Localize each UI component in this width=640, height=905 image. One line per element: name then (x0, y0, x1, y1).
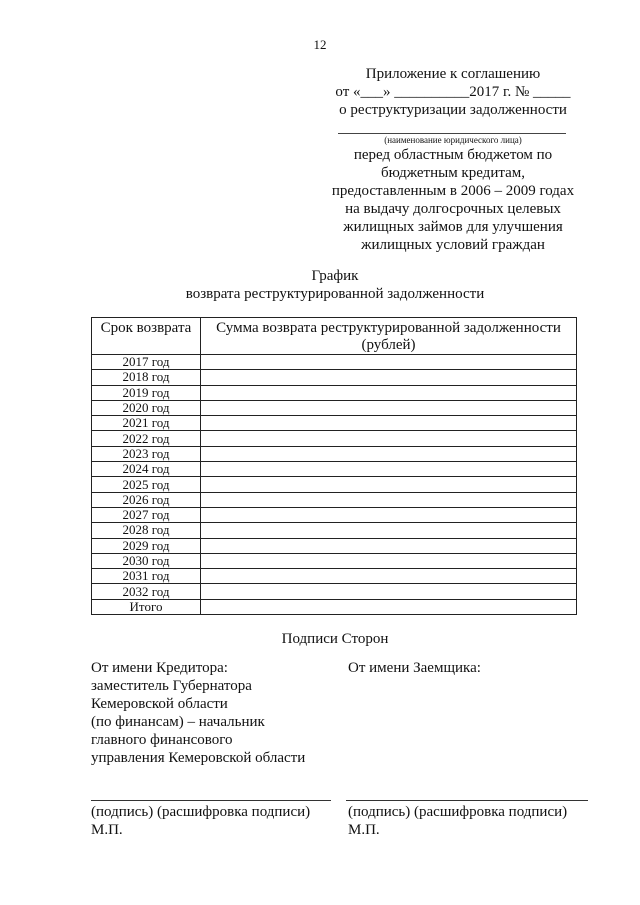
table-row (92, 477, 577, 492)
signature-caption: (подпись) (расшифровка подписи) (91, 804, 311, 820)
row-term: 2023 год (92, 446, 201, 461)
borrower-signature-line (346, 800, 588, 801)
annex-description-line: перед областным бюджетом по (353, 147, 553, 163)
table-row (92, 355, 577, 370)
schedule-title-sub: возврата реструктурированной задолженности (185, 286, 485, 302)
table-row (92, 385, 577, 400)
borrower-line: От имени Заемщика: (348, 660, 481, 676)
table-body (92, 355, 577, 615)
annex-description-line: жилищных займов для улучшения (343, 219, 563, 235)
table-row (92, 599, 577, 614)
row-term: 2018 год (92, 370, 201, 385)
header-term: Срок возврата (92, 318, 201, 355)
row-term: 2017 год (92, 355, 201, 370)
creditor-signature-caption (91, 803, 310, 839)
row-term: 2028 год (92, 523, 201, 538)
table-row (92, 492, 577, 507)
table-row (92, 584, 577, 599)
annex-header (322, 65, 584, 119)
table-row (92, 523, 577, 538)
entity-caption: (наименование юридического лица) (384, 135, 522, 145)
row-amount (201, 599, 577, 614)
creditor-signature-line (91, 800, 331, 801)
row-term: 2027 год (92, 507, 201, 522)
row-amount (201, 553, 577, 568)
table-row (92, 431, 577, 446)
creditor-line: От имени Кредитора: (91, 660, 228, 676)
creditor-line: Кемеровской области (91, 696, 228, 712)
row-term: 2020 год (92, 400, 201, 415)
table-row (92, 507, 577, 522)
row-term: 2022 год (92, 431, 201, 446)
creditor-line: заместитель Губернатора (91, 678, 252, 694)
schedule-title-main: График (311, 268, 359, 284)
annex-description-line: жилищных условий граждан (361, 237, 545, 253)
table-row (92, 446, 577, 461)
table-row (92, 416, 577, 431)
creditor-line: управления Кемеровской области (91, 750, 306, 766)
table-row (92, 538, 577, 553)
seal-label: М.П. (91, 822, 123, 838)
borrower-signature-caption (348, 803, 567, 839)
table-header-row (92, 318, 577, 355)
row-term: 2032 год (92, 584, 201, 599)
row-term: 2030 год (92, 553, 201, 568)
header-amount: Сумма возврата реструктурированной задолженности (рублей) (201, 318, 577, 355)
annex-description-line: предоставленным в 2006 – 2009 годах (331, 183, 575, 199)
annex-description (322, 146, 584, 254)
row-term: 2026 год (92, 492, 201, 507)
row-term: 2021 год (92, 416, 201, 431)
row-term: 2019 год (92, 385, 201, 400)
repayment-schedule-table (91, 317, 577, 615)
row-term: 2029 год (92, 538, 201, 553)
row-amount (201, 385, 577, 400)
annex-line: Приложение к соглашению (365, 66, 541, 82)
annex-description-line: на выдачу долгосрочных целевых (345, 201, 561, 217)
creditor-line: (по финансам) – начальник (91, 714, 265, 730)
row-amount (201, 569, 577, 584)
row-amount (201, 355, 577, 370)
annex-line: о реструктуризации задолженности (339, 102, 567, 118)
table-row (92, 569, 577, 584)
table-row (92, 462, 577, 477)
table-row (92, 400, 577, 415)
signatures-title: Подписи Сторон (281, 631, 389, 647)
row-term: 2025 год (92, 477, 201, 492)
row-term: Итого (92, 599, 201, 614)
row-amount (201, 462, 577, 477)
creditor-line: главного финансового (91, 732, 233, 748)
row-amount (201, 400, 577, 415)
row-term: 2024 год (92, 462, 201, 477)
entity-name-line (338, 133, 566, 134)
table-row (92, 553, 577, 568)
table-row (92, 370, 577, 385)
annex-line: от «___» __________2017 г. № _____ (335, 84, 571, 100)
borrower-block (348, 659, 588, 677)
creditor-block (91, 659, 341, 767)
row-amount (201, 477, 577, 492)
page-number: 12 (313, 37, 327, 52)
row-amount (201, 431, 577, 446)
row-amount (201, 416, 577, 431)
row-amount (201, 446, 577, 461)
row-amount (201, 507, 577, 522)
annex-description-line: бюджетным кредитам, (381, 165, 525, 181)
signature-caption: (подпись) (расшифровка подписи) (348, 804, 568, 820)
row-term: 2031 год (92, 569, 201, 584)
row-amount (201, 370, 577, 385)
row-amount (201, 538, 577, 553)
schedule-title (0, 267, 640, 303)
row-amount (201, 584, 577, 599)
row-amount (201, 523, 577, 538)
row-amount (201, 492, 577, 507)
seal-label: М.П. (348, 822, 380, 838)
